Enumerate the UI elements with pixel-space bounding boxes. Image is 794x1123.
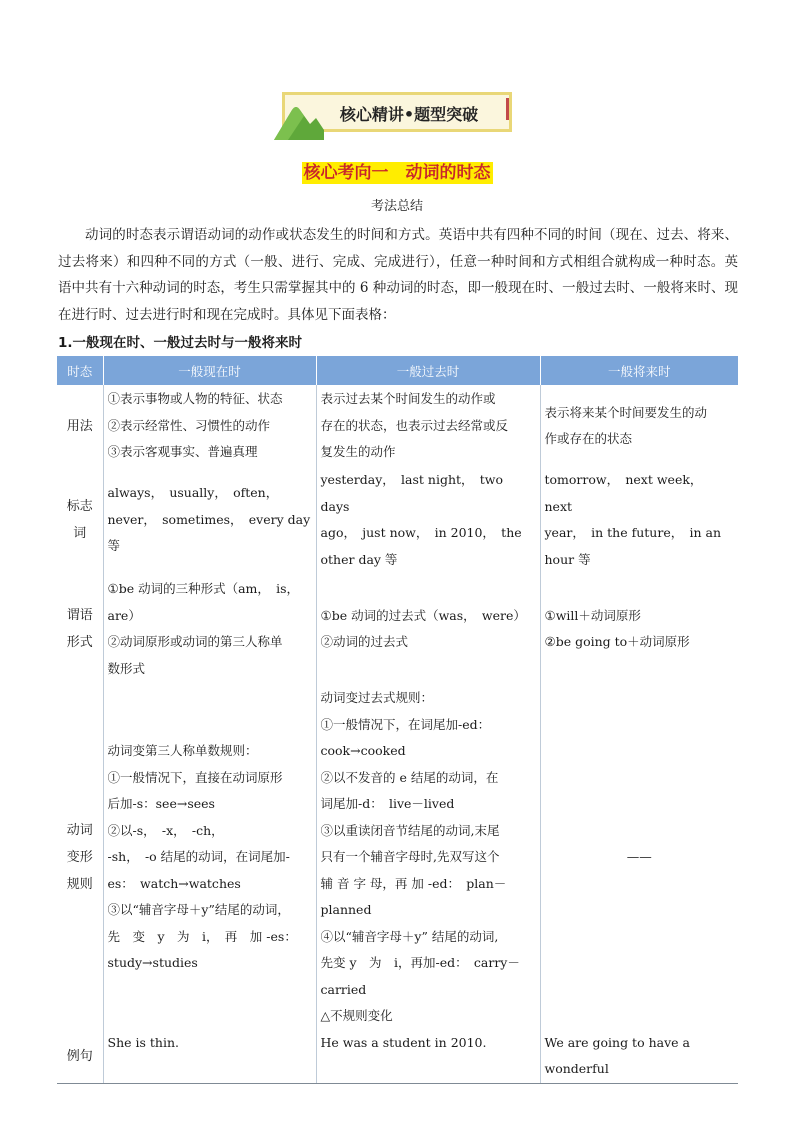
row-label — [57, 385, 103, 467]
cell-past — [316, 573, 540, 685]
cell-line: year， in the future， in an — [544, 525, 722, 540]
row-label-line: 动词 — [66, 822, 93, 838]
cell-line: ③以“辅音字母＋y”结尾的动词， — [107, 902, 290, 917]
page-title — [0, 158, 794, 183]
banner-title: 核心精讲•题型突破 — [339, 105, 479, 124]
cell-line: es： watch→watches — [107, 875, 241, 891]
cell-line: ①be 动词的过去式（was， were） — [320, 607, 526, 623]
row-label-line: 标志词 — [66, 499, 93, 541]
cell-line: 词尾加-d： live－lived — [320, 796, 455, 811]
cell-present — [103, 385, 316, 467]
row-label-line: 例句 — [66, 1048, 93, 1064]
cell-line: ③以重读闭音节结尾的动词,末尾 — [320, 822, 500, 838]
cell-line: ①一般情况下，在词尾加-ed： — [320, 716, 491, 732]
cell-past — [316, 1030, 540, 1084]
header-tense: 时态 — [57, 356, 103, 385]
cell-line: ②be going to＋动词原形 — [544, 634, 690, 649]
page-title-text: 核心考向一 动词的时态 — [303, 163, 491, 183]
cell-line: ①一般情况下，直接在动词原形 — [107, 769, 283, 785]
row-label-line: 谓语 — [66, 608, 93, 623]
banner-accent-bar — [506, 98, 509, 120]
tense-table — [57, 356, 738, 1084]
cell-future — [540, 685, 738, 1030]
cell-present — [103, 685, 316, 1030]
cell-line: 只有一个辅音字母时,先双写这个 — [320, 849, 500, 864]
table-row — [57, 385, 738, 467]
subtitle: 考法总结 — [370, 199, 423, 214]
cell-line: never， sometimes， every day — [107, 511, 311, 527]
cell-line: ②以-s， -x， -ch， — [107, 822, 224, 838]
cell-line: -sh， -o 结尾的动词，在词尾加- — [107, 849, 290, 864]
cell-line: 复发生的动作 — [320, 444, 396, 460]
cell-line: study→studies — [107, 955, 198, 970]
cell-present — [103, 1030, 316, 1084]
cell-line: planned — [320, 902, 372, 917]
cell-line: 表示过去某个时间发生的动作或 — [320, 391, 496, 407]
cell-past — [316, 685, 540, 1030]
cell-line: yesterday， last night， two days — [320, 472, 504, 514]
cell-future — [540, 467, 738, 573]
table-header-row — [57, 356, 738, 385]
intro-paragraph: 动词的时态表示谓语动词的动作或状态发生的时间和方式。英语中共有四种不同的时间（现在、过去、将来、过去将来）和四种不同的方式（一般、进行、完成、完成进行），任意一种时间和方式相组合就构成一种时态。英语中共有十六种动词的时态，考生只需掌握其中的 6 种动词的时态，即一般现在时、一般过去时、一般将来时、现在进行时、过去进行时和现在完成时。具体见下面表格： — [58, 227, 738, 323]
cell-line: 等 — [107, 538, 121, 554]
cell-line: 表示将来某个时间要发生的动 — [544, 404, 708, 420]
cell-line: 先变 y 为 i，再加-ed： carry－ — [320, 955, 520, 970]
cell-line: ①表示事物或人物的特征、状态 — [107, 391, 283, 407]
header-future: 一般将来时 — [540, 356, 738, 385]
cell-line: ②以不发音的 e 结尾的动词，在 — [320, 769, 499, 785]
cell-line: She is thin. — [107, 1034, 179, 1050]
cell-line: 动词变过去式规则： — [320, 690, 434, 705]
cell-line: ④以“辅音字母＋y” 结尾的动词, — [320, 928, 499, 944]
row-label — [57, 467, 103, 573]
cell-line: 存在的状态，也表示过去经常或反 — [320, 417, 509, 433]
cell-past — [316, 385, 540, 467]
cell-line: ②表示经常性、习惯性的动作 — [107, 417, 271, 433]
cell-future — [540, 1030, 738, 1084]
table-row — [57, 467, 738, 573]
section-heading: 1.一般现在时、一般过去时与一般将来时 — [58, 335, 303, 351]
cell-line: △不规则变化 — [320, 1008, 393, 1023]
table-row — [57, 685, 738, 1030]
cell-past — [316, 467, 540, 573]
row-label — [57, 573, 103, 685]
cell-line: are） — [107, 607, 141, 623]
cell-line: carried — [320, 981, 367, 997]
table-row — [57, 1030, 738, 1084]
cell-line: 先 变 y 为 i， 再 加 -es： — [107, 928, 297, 944]
cell-line: 作或存在的状态 — [544, 431, 633, 446]
cell-line: 辅 音 字 母，再 加 -ed： plan－ — [320, 875, 507, 891]
cell-line: ①will＋动词原形 — [544, 607, 641, 623]
row-label-line: 形式 — [66, 635, 93, 650]
row-label-line: 用法 — [66, 418, 93, 434]
cell-line: other day 等 — [320, 551, 398, 567]
cell-line: We are going to have a wonderful — [544, 1034, 690, 1076]
cell-present — [103, 573, 316, 685]
cell-line: ③表示客观事实、普遍真理 — [107, 444, 258, 460]
header-present: 一般现在时 — [103, 356, 316, 385]
row-label-line: 变形 — [66, 849, 93, 865]
cell-line: ago， just now， in 2010， the — [320, 525, 522, 540]
row-label — [57, 685, 103, 1030]
cell-present — [103, 467, 316, 573]
cell-future — [540, 573, 738, 685]
cell-line: 动词变第三人称单数规则： — [107, 743, 258, 758]
table-row — [57, 573, 738, 685]
header-past: 一般过去时 — [316, 356, 540, 385]
cell-line: ②动词原形或动词的第三人称单 — [107, 634, 283, 649]
section-banner — [274, 86, 520, 142]
cell-line: —— — [626, 849, 652, 864]
row-label — [57, 1030, 103, 1084]
cell-line: cook→cooked — [320, 743, 406, 758]
cell-line: hour 等 — [544, 551, 591, 567]
cell-line: He was a student in 2010. — [320, 1034, 487, 1050]
cell-line: ①be 动词的三种形式（am， is， — [107, 581, 300, 596]
cell-line: 后加-s：see→sees — [107, 796, 215, 811]
cell-future — [540, 385, 738, 467]
cell-line: 数形式 — [107, 660, 146, 676]
cell-line: ②动词的过去式 — [320, 634, 409, 649]
cell-line: always， usually， often， — [107, 485, 279, 501]
row-label-line: 规则 — [66, 876, 93, 892]
cell-line: tomorrow， next week， next — [544, 472, 709, 514]
